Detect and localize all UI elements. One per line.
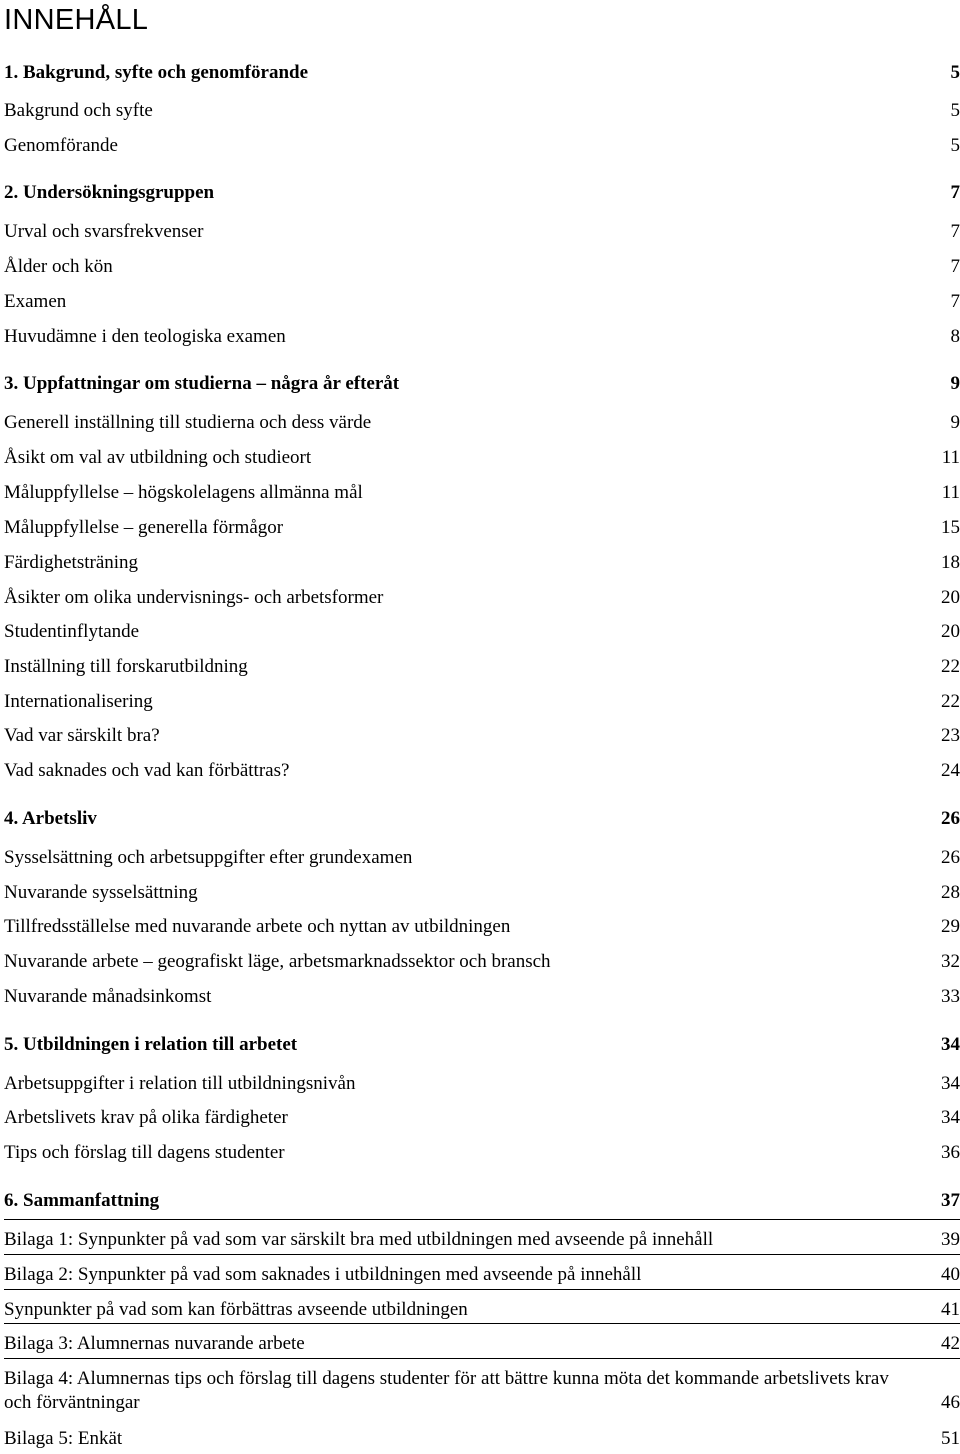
toc-entry xyxy=(4,915,960,939)
toc-entry xyxy=(4,220,960,244)
toc-entry-title: Åsikt om val av utbildning och studieort xyxy=(4,447,312,468)
toc-entry-page: 22 xyxy=(941,656,960,677)
toc-entry-title: Nuvarande arbete – geografiskt läge, arbetsmarknadssektor och bransch xyxy=(4,951,551,972)
toc-entry-page: 11 xyxy=(941,447,960,468)
toc-entry-title: Bilaga 5: Enkät xyxy=(4,1428,123,1449)
toc-entry xyxy=(4,411,960,435)
toc-entry xyxy=(4,1228,960,1252)
toc-entry-page: 37 xyxy=(941,1190,960,1211)
toc-entry xyxy=(4,1263,960,1287)
toc-entry-page: 34 xyxy=(941,1073,960,1094)
divider xyxy=(4,1358,960,1359)
toc-chapter xyxy=(4,181,960,205)
toc-entry-page: 7 xyxy=(950,221,960,242)
toc-entry-title: Bilaga 1: Synpunkter på vad som var särskilt bra med utbildningen med avseende på innehåll xyxy=(4,1229,714,1250)
toc-entry-title: Tillfredsställelse med nuvarande arbete och nyttan av utbildningen xyxy=(4,916,511,937)
toc-entry-title: Vad var särskilt bra? xyxy=(4,725,160,746)
divider xyxy=(4,1254,960,1255)
toc-entry-title: 6. Sammanfattning xyxy=(4,1190,160,1211)
page-title: INNEHÅLL xyxy=(4,4,149,36)
toc-entry xyxy=(4,846,960,870)
toc-entry-title: 2. Undersökningsgruppen xyxy=(4,182,215,203)
toc-entry-title: Huvudämne i den teologiska examen xyxy=(4,326,286,347)
toc-entry-title: Nuvarande månadsinkomst xyxy=(4,986,212,1007)
toc-entry-page: 34 xyxy=(941,1034,960,1055)
toc-entry-page: 7 xyxy=(950,291,960,312)
toc-entry-page: 5 xyxy=(950,100,960,121)
toc-entry xyxy=(4,1072,960,1096)
toc-entry-title: Generell inställning till studierna och dess värde xyxy=(4,412,372,433)
toc-entry-page: 9 xyxy=(950,412,960,433)
toc-entry-page: 8 xyxy=(950,326,960,347)
toc-entry-title: Bilaga 2: Synpunkter på vad som saknades i utbildningen med avseende på innehåll xyxy=(4,1264,642,1285)
toc-entry-page: 20 xyxy=(941,587,960,608)
toc-entry-title: Arbetslivets krav på olika färdigheter xyxy=(4,1107,288,1128)
toc-entry-page: 22 xyxy=(941,691,960,712)
toc-entry-page: 39 xyxy=(941,1229,960,1250)
toc-entry-title: 1. Bakgrund, syfte och genomförande xyxy=(4,62,309,83)
toc-entry-title: 5. Utbildningen i relation till arbetet xyxy=(4,1034,298,1055)
toc-entry-title: Färdighetsträning xyxy=(4,552,139,573)
toc-entry-page: 46 xyxy=(941,1392,960,1413)
toc-entry-page: 15 xyxy=(941,517,960,538)
toc-entry-page: 29 xyxy=(941,916,960,937)
toc-entry xyxy=(4,551,960,575)
toc-entry xyxy=(4,481,960,505)
toc-entry-page: 32 xyxy=(941,951,960,972)
toc-entry xyxy=(4,1332,960,1356)
toc-entry xyxy=(4,724,960,748)
toc-entry xyxy=(4,881,960,905)
toc-chapter xyxy=(4,1033,960,1057)
toc-entry xyxy=(4,99,960,123)
toc-entry xyxy=(4,586,960,610)
toc-entry-page: 7 xyxy=(950,182,960,203)
toc-entry-page: 51 xyxy=(941,1428,960,1449)
toc-entry-title: Studentinflytande xyxy=(4,621,140,642)
toc-entry-title: Nuvarande sysselsättning xyxy=(4,882,198,903)
toc-chapter xyxy=(4,372,960,396)
toc-entry xyxy=(4,1141,960,1165)
toc-entry-title: Internationalisering xyxy=(4,691,153,712)
toc-entry-page: 36 xyxy=(941,1142,960,1163)
toc-entry xyxy=(4,950,960,974)
toc-entry-title: 4. Arbetsliv xyxy=(4,808,97,829)
toc-entry-title: Ålder och kön xyxy=(4,256,113,277)
toc-entry-title: Vad saknades och vad kan förbättras? xyxy=(4,760,290,781)
toc-entry-page: 33 xyxy=(941,986,960,1007)
toc-chapter xyxy=(4,61,960,85)
toc-entry-page: 26 xyxy=(941,808,960,829)
toc-entry xyxy=(4,1298,960,1322)
toc-entry-page: 5 xyxy=(950,135,960,156)
toc-entry-page: 18 xyxy=(941,552,960,573)
toc-entry xyxy=(4,655,960,679)
toc-entry-title: Arbetsuppgifter i relation till utbildningsnivån xyxy=(4,1073,356,1094)
toc-entry-title: Måluppfyllelse – högskolelagens allmänna mål xyxy=(4,482,363,503)
toc-entry-title: Sysselsättning och arbetsuppgifter efter grundexamen xyxy=(4,847,413,868)
toc-entry xyxy=(4,1427,960,1451)
toc-entry xyxy=(4,985,960,1009)
toc-entry-page: 9 xyxy=(950,373,960,394)
toc-entry-title: Examen xyxy=(4,291,67,312)
toc-entry-page: 20 xyxy=(941,621,960,642)
toc-entry xyxy=(4,690,960,714)
toc-entry xyxy=(4,325,960,349)
toc-entry-page: 28 xyxy=(941,882,960,903)
divider xyxy=(4,1219,960,1220)
toc-entry-page: 41 xyxy=(941,1299,960,1320)
toc-entry-page: 26 xyxy=(941,847,960,868)
toc-entry xyxy=(4,516,960,540)
toc-entry xyxy=(4,1367,960,1415)
toc-entry-title: Bilaga 3: Alumnernas nuvarande arbete xyxy=(4,1333,305,1354)
toc-entry-page: 5 xyxy=(950,62,960,83)
toc-entry-page: 42 xyxy=(941,1333,960,1354)
toc-chapter xyxy=(4,807,960,831)
toc-entry-page: 11 xyxy=(941,482,960,503)
toc-entry-title: Åsikter om olika undervisnings- och arbetsformer xyxy=(4,587,384,608)
toc-entry-title: Inställning till forskarutbildning xyxy=(4,656,248,677)
toc-entry-title: 3. Uppfattningar om studierna – några år efteråt xyxy=(4,373,400,394)
divider xyxy=(4,1323,960,1324)
toc-entry-page: 23 xyxy=(941,725,960,746)
toc-entry xyxy=(4,620,960,644)
toc-entry-title: Bakgrund och syfte xyxy=(4,100,153,121)
toc-entry-page: 24 xyxy=(941,760,960,781)
toc-entry xyxy=(4,1106,960,1130)
divider xyxy=(4,1289,960,1290)
toc-entry-page: 7 xyxy=(950,256,960,277)
toc-entry-title: Urval och svarsfrekvenser xyxy=(4,221,204,242)
toc-entry-page: 40 xyxy=(941,1264,960,1285)
toc-entry xyxy=(4,759,960,783)
toc-entry-title: Måluppfyllelse – generella förmågor xyxy=(4,517,284,538)
toc-entry xyxy=(4,290,960,314)
toc-entry-title: Synpunkter på vad som kan förbättras avseende utbildningen xyxy=(4,1299,468,1320)
toc-entry-title: Genomförande xyxy=(4,135,118,156)
toc-entry-page: 34 xyxy=(941,1107,960,1128)
toc-entry xyxy=(4,446,960,470)
toc-entry xyxy=(4,134,960,158)
toc-entry-title: Bilaga 4: Alumnernas tips och förslag till dagens studenter för att bättre kunna möta det kommande arbetslivets krav och förväntningar xyxy=(4,1368,889,1413)
toc-entry-title: Tips och förslag till dagens studenter xyxy=(4,1142,285,1163)
toc-chapter xyxy=(4,1189,960,1213)
toc-entry xyxy=(4,255,960,279)
